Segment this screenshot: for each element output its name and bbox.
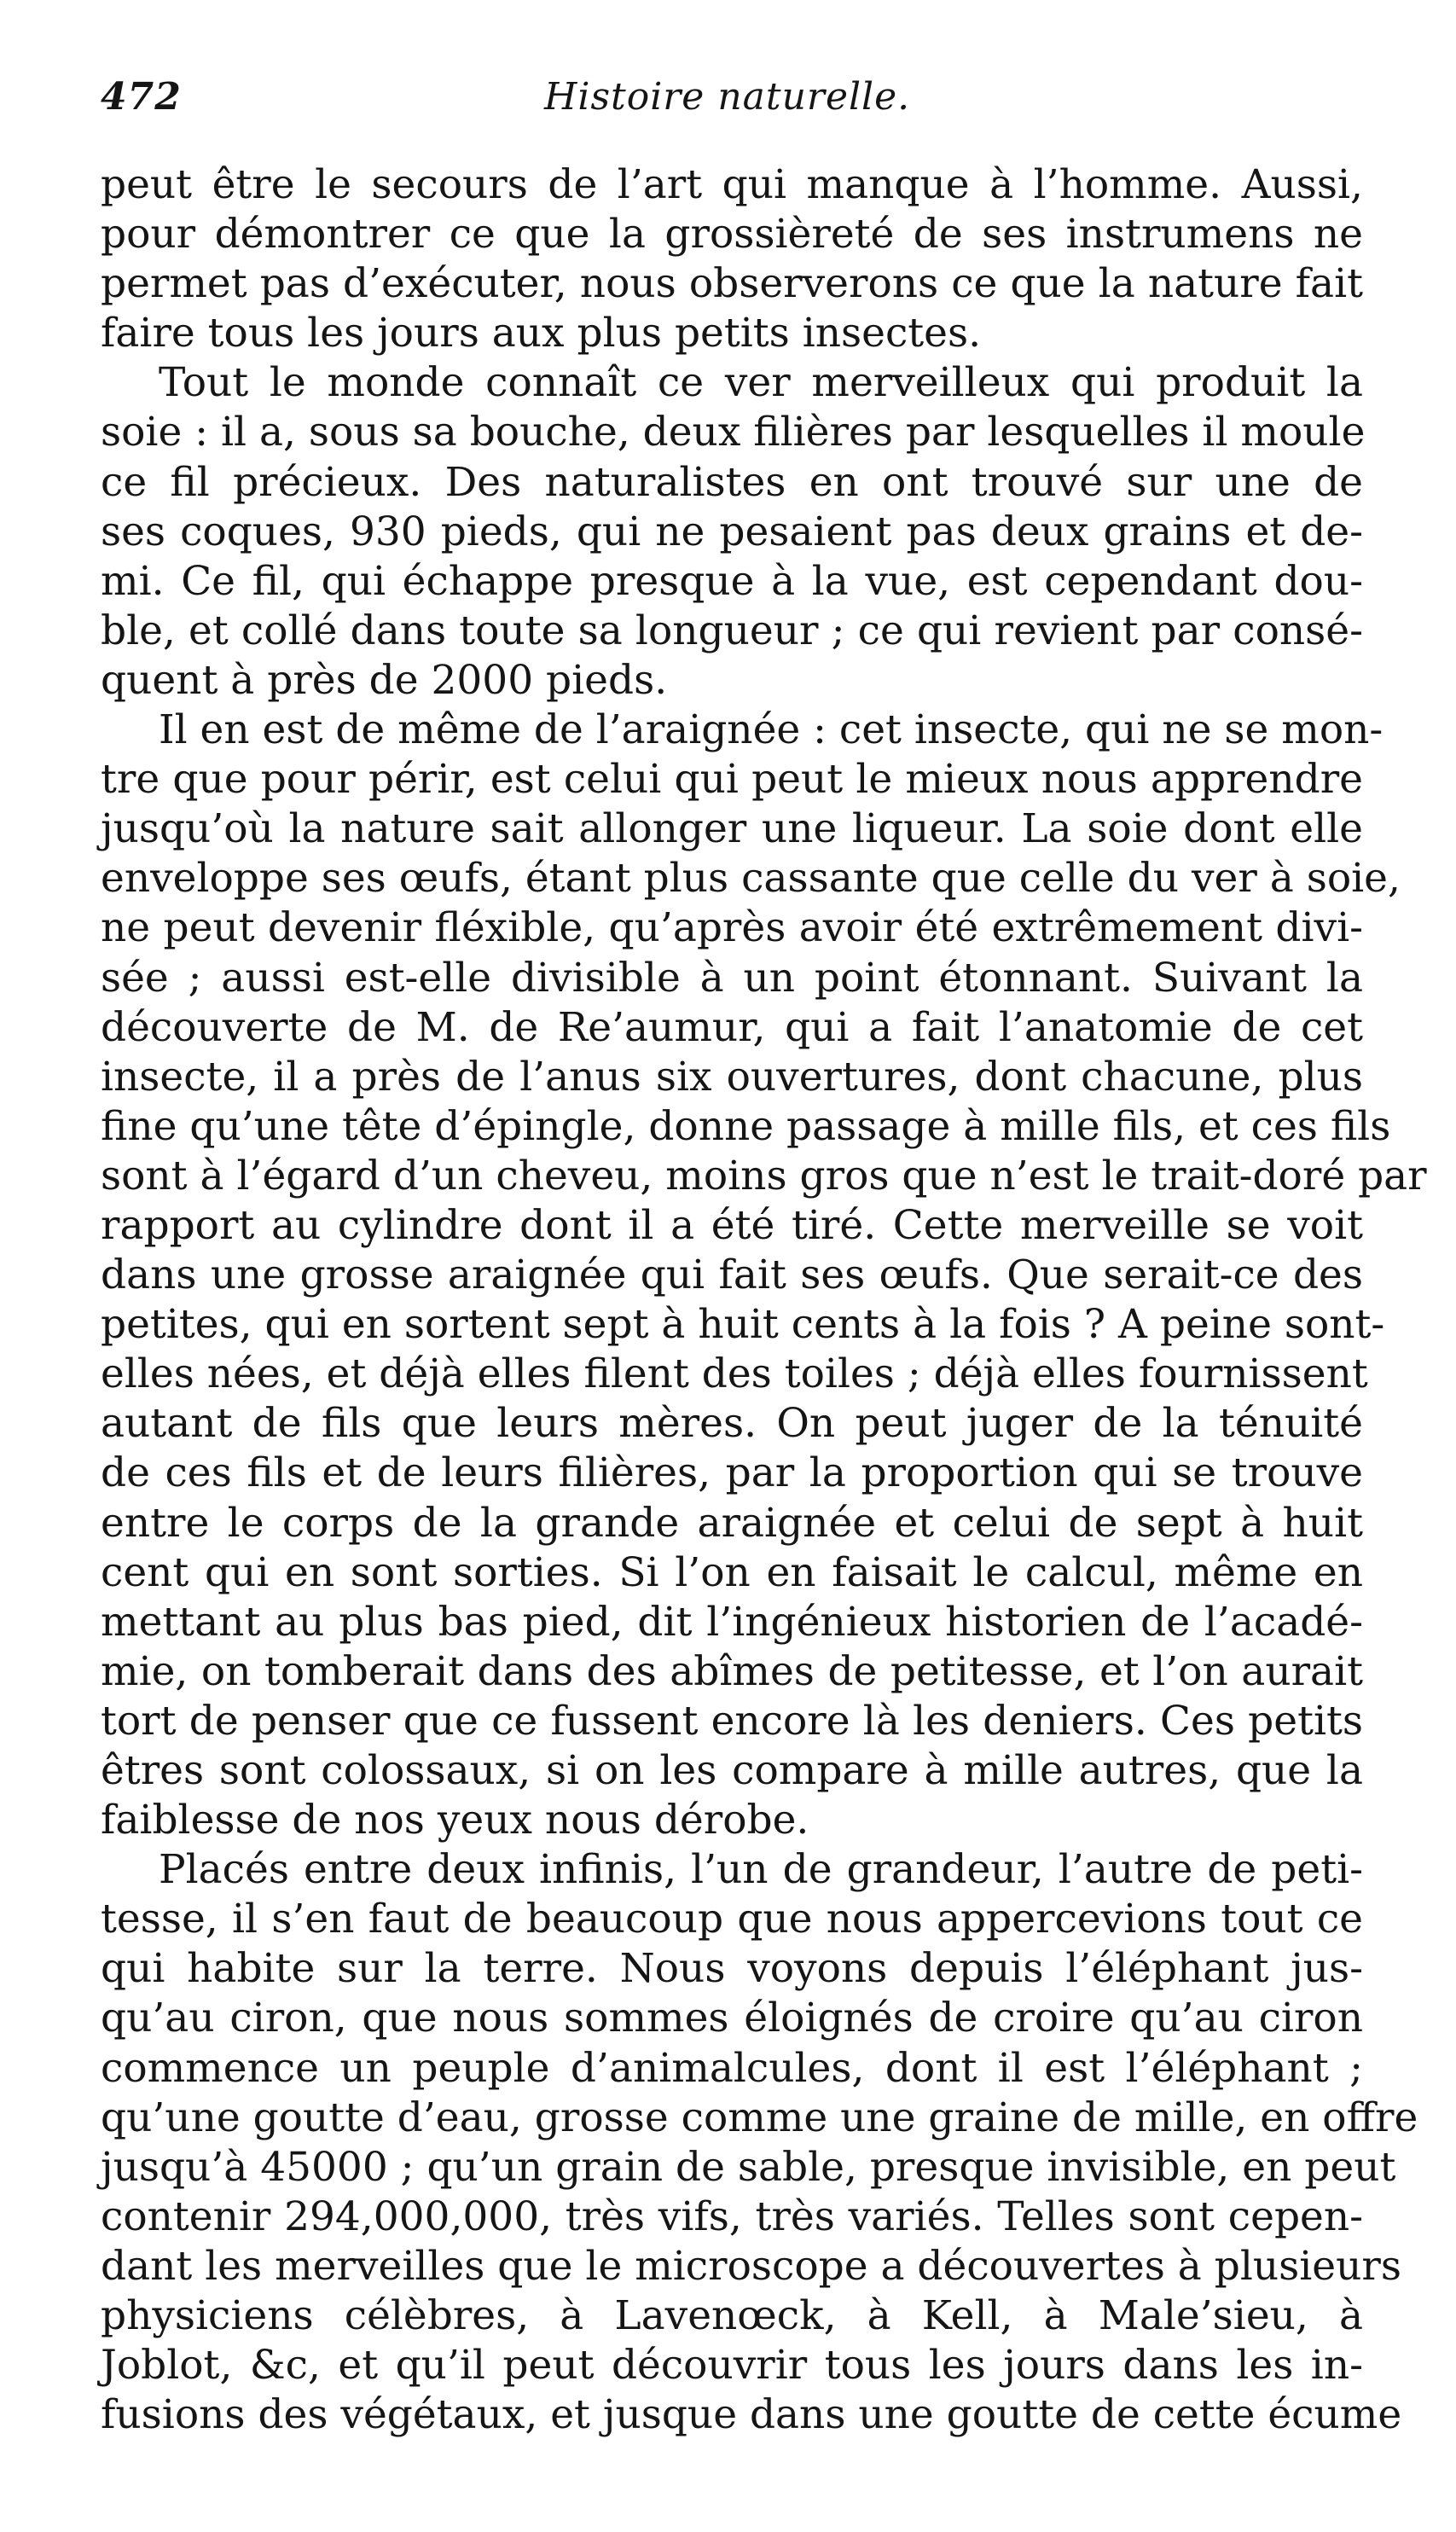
text-line: mie, on tomberait dans des abîmes de petitesse, et l’on aurait	[101, 1647, 1363, 1695]
text-line: pour démontrer ce que la grossièreté de ses instrumens ne	[101, 211, 1363, 258]
text-line: insecte, il a près de l’anus six ouvertures, dont chacune, plus	[101, 1053, 1363, 1100]
text-line: qu’une goutte d’eau, grosse comme une graine de mille, en offre	[101, 2094, 1418, 2141]
text-line: de ces fils et de leurs filières, par la proportion qui se trouve	[101, 1449, 1363, 1497]
text-line: mettant au plus bas pied, dit l’ingénieux historien de l’acadé-	[101, 1598, 1363, 1646]
text-line: soie : il a, sous sa bouche, deux filières par lesquelles il moule	[101, 409, 1366, 456]
text-line: ble, et collé dans toute sa longueur ; ce qui revient par consé-	[101, 607, 1363, 654]
text-line: Joblot, &c, et qu’il peut découvrir tous les jours dans les in-	[101, 2342, 1363, 2390]
text-line: ne peut devenir fléxible, qu’après avoir été extrêmement divi-	[101, 904, 1363, 952]
text-line: commence un peuple d’animalcules, dont il est l’éléphant ;	[101, 2044, 1363, 2092]
text-line: ce fil précieux. Des naturalistes en ont trouvé sur une de	[101, 458, 1363, 506]
running-head	[101, 68, 1363, 136]
text-line: contenir 294,000,000, très vifs, très variés. Telles sont cepen-	[101, 2192, 1363, 2240]
text-line: entre le corps de la grande araignée et celui de sept à huit	[101, 1499, 1363, 1547]
page-number: 472	[101, 75, 182, 119]
text-line: sée ; aussi est-elle divisible à un point étonnant. Suivant la	[101, 954, 1363, 1002]
text-line: ses coques, 930 pieds, qui ne pesaient pas deux grains et de-	[101, 508, 1363, 555]
text-line: rapport au cylindre dont il a été tiré. Cette merveille se voit	[101, 1201, 1363, 1249]
text-line: peut être le secours de l’art qui manque à l’homme. Aussi,	[101, 161, 1363, 208]
text-line: Tout le monde connaît ce ver merveilleux qui produit la	[159, 359, 1363, 407]
text-line: sont à l’égard d’un cheveu, moins gros que n’est le trait-doré par	[101, 1152, 1427, 1199]
body-text	[101, 160, 1427, 2440]
text-line: petites, qui en sortent sept à huit cents à la fois ? A peine sont-	[101, 1301, 1385, 1349]
text-line: dant les merveilles que le microscope a découvertes à plusieurs	[101, 2242, 1401, 2290]
running-title: Histoire naturelle.	[544, 75, 911, 119]
text-line: Il en est de même de l’araignée : cet insecte, qui ne se mon-	[159, 706, 1383, 754]
text-line: physiciens célèbres, à Lavenœck, à Kell, à Male’sieu, à	[101, 2292, 1363, 2340]
text-line: jusqu’où la nature sait allonger une liqueur. La soie dont elle	[101, 805, 1363, 853]
text-line: fine qu’une tête d’épingle, donne passage à mille fils, et ces fils	[101, 1102, 1391, 1150]
text-line: tesse, il s’en faut de beaucoup que nous appercevions tout ce	[101, 1896, 1363, 1943]
text-line: mi. Ce fil, qui échappe presque à la vue, est cependant dou-	[101, 557, 1363, 605]
text-line: faiblesse de nos yeux nous dérobe.	[101, 1797, 809, 1844]
text-line: tre que pour périr, est celui qui peut le mieux nous apprendre	[101, 756, 1363, 804]
text-line: quent à près de 2000 pieds.	[101, 656, 668, 704]
text-line: êtres sont colossaux, si on les compare à mille autres, que la	[101, 1747, 1363, 1794]
text-line: permet pas d’exécuter, nous observerons ce que la nature fait	[101, 260, 1363, 308]
text-line: jusqu’à 45000 ; qu’un grain de sable, presque invisible, en peut	[101, 2143, 1396, 2191]
text-line: qu’au ciron, que nous sommes éloignés de croire qu’au ciron	[101, 1995, 1363, 2042]
text-line: Placés entre deux infinis, l’un de grandeur, l’autre de peti-	[159, 1846, 1363, 1894]
text-line: découverte de M. de Re’aumur, qui a fait l’anatomie de cet	[101, 1003, 1363, 1051]
text-line: dans une grosse araignée qui fait ses œufs. Que serait-ce des	[101, 1251, 1363, 1299]
text-line: elles nées, et déjà elles filent des toiles ; déjà elles fournissent	[101, 1350, 1368, 1398]
text-line: tort de penser que ce fussent encore là les deniers. Ces petits	[101, 1697, 1363, 1745]
text-line: fusions des végétaux, et jusque dans une goutte de cette écume	[101, 2391, 1402, 2439]
text-line: cent qui en sont sorties. Si l’on en faisait le calcul, même en	[101, 1548, 1363, 1596]
text-line: qui habite sur la terre. Nous voyons depuis l’éléphant jus-	[101, 1945, 1363, 1993]
text-line: autant de fils que leurs mères. On peut juger de la ténuité	[101, 1400, 1363, 1448]
text-line: faire tous les jours aux plus petits insectes.	[101, 310, 982, 357]
text-line: enveloppe ses œufs, étant plus cassante que celle du ver à soie,	[101, 855, 1401, 903]
